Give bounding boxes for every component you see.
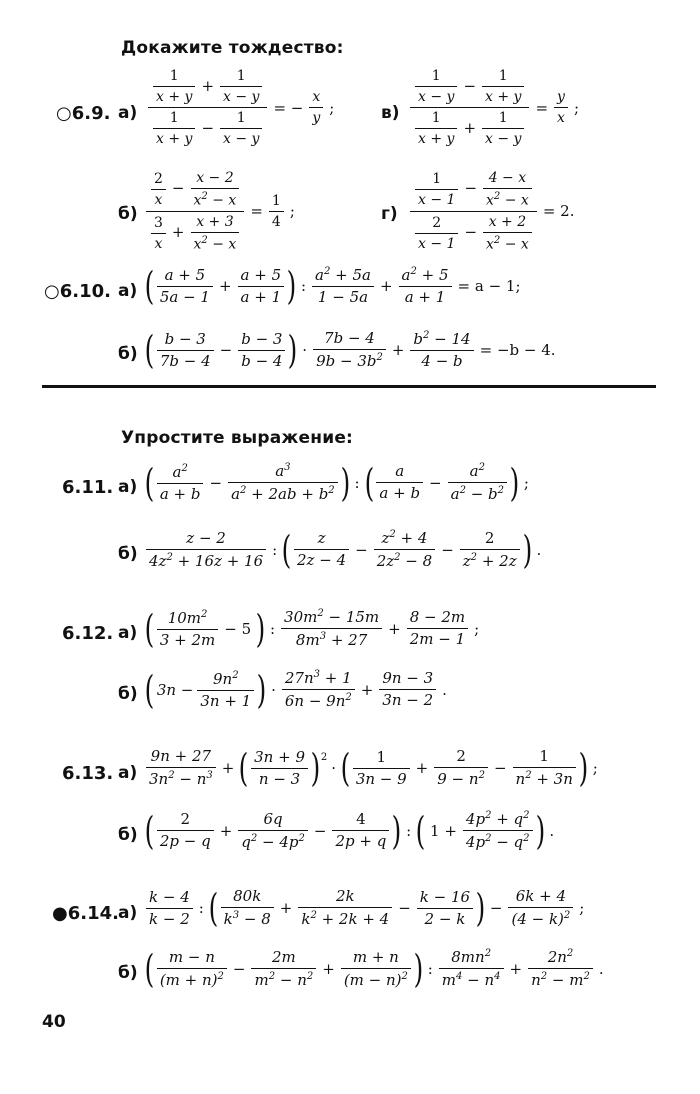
part-label: б): [118, 544, 138, 564]
part-label: б): [118, 825, 138, 845]
math-expression: $\frac{1}{x + y}$ + $\frac{1}{x - y}$ $\frac{1}{x + y}$ − $\frac{1}{x - y}$ = − x y ;: [146, 68, 338, 147]
problem-number: 6.13.: [62, 763, 114, 784]
part-label: б): [118, 344, 138, 364]
section-heading-simplify: Упростите выражение:: [121, 428, 354, 448]
math-expression: z − 2 $4z^2 + 16z + 16$ : ( z 2z − 4 − $z^2 + 4$ $2z^2 - 8$ − 2 $z^2 + 2z$ ) .: [144, 529, 545, 571]
problem-number: ●6.14.: [52, 903, 119, 924]
math-expression: $\frac{1}{x - y}$ − $\frac{1}{x + y}$ $\frac{1}{x + y}$ + $\frac{1}{x - y}$ = y x ;: [408, 68, 583, 147]
math-expression: ( 2 2p − q + 6q $q^2 - 4p^2$ − 4 2p + q ) : ( 1 + $4p^2 + q^2$ $4p^2 - q^2$ ) .: [144, 808, 555, 853]
math-expression: ( m − n $(m + n)^2$ − 2m $m^2 - n^2$ + m + n $(m - n)^2$ ) : $8mn^2$ $m^4 - n^4$ + $2n^2$ $n^2 - m^2$ .: [144, 946, 604, 991]
math-expression: $\frac{1}{x - 1}$ − $\frac{4 - x}{x^2 - x}$ $\frac{2}{x - 1}$ − $\frac{x + 2}{x^2 - x}$ = 2.: [408, 170, 578, 253]
math-expression: ( a + 5 5a − 1 + a + 5 a + 1 ) : $a^2 + 5a$ 1 − 5a + $a^2 + 5$ a + 1 = a − 1;: [144, 264, 521, 309]
problem-number: 6.12.: [62, 623, 114, 644]
math-expression: 9n + 27 $3n^2 - n^3$ + ( 3n + 9 n − 3 ) $^2$ · ( 1 3n − 9 + 2 $9 - n^2$ − 1 $n^2 + 3n$ ) ;: [144, 748, 602, 789]
problem-number: 6.11.: [62, 477, 114, 498]
section-heading-prove: Докажите тождество:: [121, 38, 344, 58]
part-label: а): [118, 477, 138, 497]
part-label: б): [118, 963, 138, 983]
page-number: 40: [42, 1012, 66, 1032]
problem-number: ○6.10.: [44, 281, 111, 302]
math-expression: ( $10m^2$ 3 + 2m − 5 ) : $30m^2 - 15m$ $8m^3 + 27$ + 8 − 2m 2m − 1 ;: [144, 606, 480, 651]
part-label: а): [118, 103, 138, 123]
problem-number: ○6.9.: [56, 103, 111, 124]
math-expression: k − 4 k − 2 : ( 80k $k^3 - 8$ + 2k $k^2 + 2k + 4$ − k − 16 2 − k ) − 6k + 4 $(4 - k)^2$ ;: [144, 888, 588, 929]
math-expression: $\frac{2}{x}$ − $\frac{x - 2}{x^2 - x}$ $\frac{3}{x}$ + $\frac{x + 3}{x^2 - x}$ = 1 4 ;: [144, 170, 299, 253]
math-expression: ( 3n − $9n^2$ 3n + 1 ) · $27n^3 + 1$ $6n - 9n^2$ + 9n − 3 3n − 2 .: [144, 667, 447, 712]
part-label: б): [118, 684, 138, 704]
part-label: в): [381, 103, 400, 123]
part-label: а): [118, 763, 138, 783]
math-expression: ( $a^2$ a + b − $a^3$ $a^2 + 2ab + b^2$ ) : ( a a + b − $a^2$ $a^2 - b^2$ ) ;: [144, 460, 529, 505]
part-label: а): [118, 903, 138, 923]
part-label: г): [381, 204, 398, 224]
part-label: б): [118, 204, 138, 224]
part-label: а): [118, 623, 138, 643]
divider-line: [42, 385, 656, 388]
part-label: а): [118, 281, 138, 301]
math-expression: ( b − 3 7b − 4 − b − 3 b − 4 ) · 7b − 4 $9b - 3b^2$ + $b^2 - 14$ 4 − b = −b − 4.: [144, 328, 556, 373]
